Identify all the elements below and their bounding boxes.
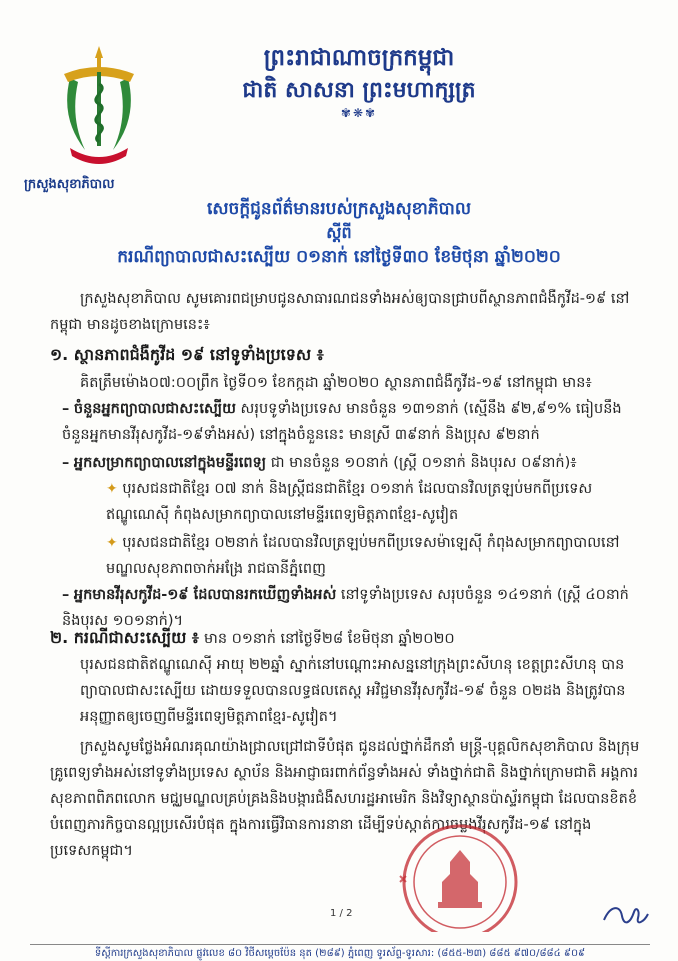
sub-item-text: បុរសជនជាតិខ្មែរ ០២នាក់ ដែលបានវិលត្រឡប់មកពីប្រទេសម៉ាឡេស៊ី កំពុងសម្រាកព្យាបាលនៅមណ្ឌលសុខភាពចាក់អង្រែ រាជធានីភ្នំពេញ — [106, 535, 620, 577]
intro-paragraph: ក្រសួងសុខាភិបាល សូមគោរពជម្រាបជូនសាធារណជនទាំងអស់ឲ្យបានជ្រាបពីស្ថានភាពជំងឺកូវីដ-១៩ នៅកម្ពុជា មានដូចខាងក្រោមនេះ៖ — [50, 291, 630, 333]
dash-bullet: – — [62, 455, 70, 471]
closing-paragraph: ក្រសួងសូមថ្លែងអំណរគុណយ៉ាងជ្រាលជ្រៅជាទីបំផុត ជូនដល់ថ្នាក់ដឹកនាំ មន្ត្រី-បុគ្គលិកសុខាភិបាល និងក្រុមគ្រូពេទ្យទាំងអស់នៅទូទាំងប្រទេស ស្ថាប័ន និងអាជ្ញាធរពាក់ព័ន្ធទាំងអស់ ទាំងថ្នាក់ជាតិ និងថ្នាក់ក្រោមជាតិ អង្គការសុខភាពពិភពលោក មជ្ឈមណ្ឌលគ្រប់គ្រងនិងបង្ការជំងឺសហរដ្ឋអាមេរិក និងវិទ្យាស្ថានប៉ាស្ទ័រកម្ពុជា ដែលបានខិតខំបំពេញភារកិច្ចបានល្អប្រសើរបំផុត ក្នុងការធ្វើវិធានការនានា ដើម្បីទប់ស្កាត់ការចម្លងវីរុសកូវីដ-១៩ នៅក្នុងប្រទេសកម្ពុជា។ — [50, 739, 640, 859]
dash-bullet: – — [62, 401, 70, 417]
total-cases-label: អ្នកមានវីរុសកូវីដ-១៩ ដែលបានរកឃើញទាំងអស់ — [73, 587, 337, 603]
section-2-heading: ២. ករណីជាសះស្បើយ ៖ — [50, 628, 199, 647]
sub-item-text: បុរសជនជាតិខ្មែរ ០៧ នាក់ និងស្ត្រីជនជាតិខ្មែរ ០១នាក់ ដែលបានវិលត្រឡប់មកពីប្រទេសឥណ្ឌូណេស៊ី កំពុងសម្រាកព្យាបាលនៅមន្ទីរពេទ្យមិត្តភាពខ្មែរ-សូវៀត — [106, 481, 593, 523]
hospitalized-label: អ្នកសម្រាកព្យាបាលនៅក្នុងមន្ទីរពេទ្យ — [73, 455, 267, 471]
section-1-lead: គិតត្រឹមម៉ោង០៧:០០ព្រឹក ថ្ងៃទី០១ ខែកក្កដា ឆ្នាំ២០២០ ស្ថានភាពជំងឺកូវីដ-១៩ នៅកម្ពុជា មាន៖ — [80, 375, 592, 391]
national-motto: ជាតិ សាសនា ព្រះមហាក្សត្រ — [242, 78, 476, 103]
document-subject: ករណីព្យាបាលជាសះស្បើយ ០១នាក់ នៅថ្ងៃទី៣០ ខែមិថុនា ឆ្នាំ២០២០ — [117, 247, 561, 267]
diamond-bullet-icon: ✦ — [106, 481, 118, 497]
recovered-label: ចំនួនអ្នកព្យាបាលជាសះស្បើយ — [73, 401, 236, 417]
section-2-heading-row — [50, 626, 640, 652]
recovered-item — [62, 396, 640, 448]
document-title: សេចក្តីជូនព័ត៌មានរបស់ក្រសួងសុខាភិបាល — [206, 199, 472, 219]
hospitalized-item — [62, 450, 640, 476]
section-2-heading-tail: មាន ០១នាក់ នៅថ្ងៃទី២៨ ខែមិថុនា ឆ្នាំ២០២០ — [204, 631, 455, 647]
diamond-bullet-icon: ✦ — [106, 535, 118, 551]
signature — [600, 900, 650, 930]
recovered-text: សរុបទូទាំងប្រទេស មានចំនួន ១៣១នាក់ (ស្មើនឹង ៩២,៩១% ធៀបនឹងចំនួនអ្នកមានវីរុសកូវីដ-១៩ទាំងអស់) នៅក្នុងចំនួននេះ មានស្រី ៣៩នាក់ និងប្រុស ៩២នាក់ — [62, 401, 622, 443]
footer-divider — [30, 944, 650, 945]
document-subject-label: ស្តីពី — [326, 223, 352, 242]
official-stamp — [380, 812, 540, 932]
ministry-label: ក្រសួងសុខាភិបាល — [24, 177, 115, 192]
section-1-heading: ១. ស្ថានភាពជំងឺកូវីដ ១៩ នៅទូទាំងប្រទេស ៖ — [50, 345, 324, 364]
page-number: 1 / 2 — [330, 908, 353, 919]
dash-bullet: – — [62, 587, 70, 603]
sub-list-item — [106, 530, 640, 582]
total-cases-text: នៅទូទាំងប្រទេស សរុបចំនួន ១៤១នាក់ (ស្ត្រី ៤០នាក់ និងបុរស ១០១នាក់)។ — [62, 587, 629, 629]
hospitalized-text: ជា មានចំនួន ១០នាក់ (ស្ត្រី ០១នាក់ និងបុរស ០៩នាក់)៖ — [270, 455, 577, 471]
footer-address: ទីស្តីការក្រសួងសុខាភិបាល ផ្លូវលេខ ៨០ វិថីសម្តេចប៉ែន នុត (២៨៩) ភ្នំពេញ ទូរស័ព្ទ-ទូរសារ: (៨៥៥-២៣) ៨៨៥ ៩៧០/៨៨៤ ៩០៩ — [94, 948, 586, 959]
section-2-body: បុរសជនជាតិឥណ្ឌូណេស៊ី អាយុ ២២ឆ្នាំ ស្នាក់នៅបណ្តោះអាសន្ននៅក្រុងព្រះសីហនុ ខេត្តព្រះសីហនុ បានព្យាបាលជាសះស្បើយ ដោយទទួលបានលទ្ធផលតេស្ត អវិជ្ជមានវីរុសកូវីដ-១៩ ចំនួន ០២ដង និងត្រូវបានអនុញ្ញាតឲ្យចេញពីមន្ទីរពេទ្យមិត្តភាពខ្មែរ-សូវៀត។ — [80, 657, 626, 725]
kingdom-heading: ព្រះរាជាណាចក្រកម្ពុជា — [263, 45, 455, 71]
ornament-divider: ✾❋✾ — [340, 106, 378, 120]
sub-list-item — [106, 476, 640, 528]
